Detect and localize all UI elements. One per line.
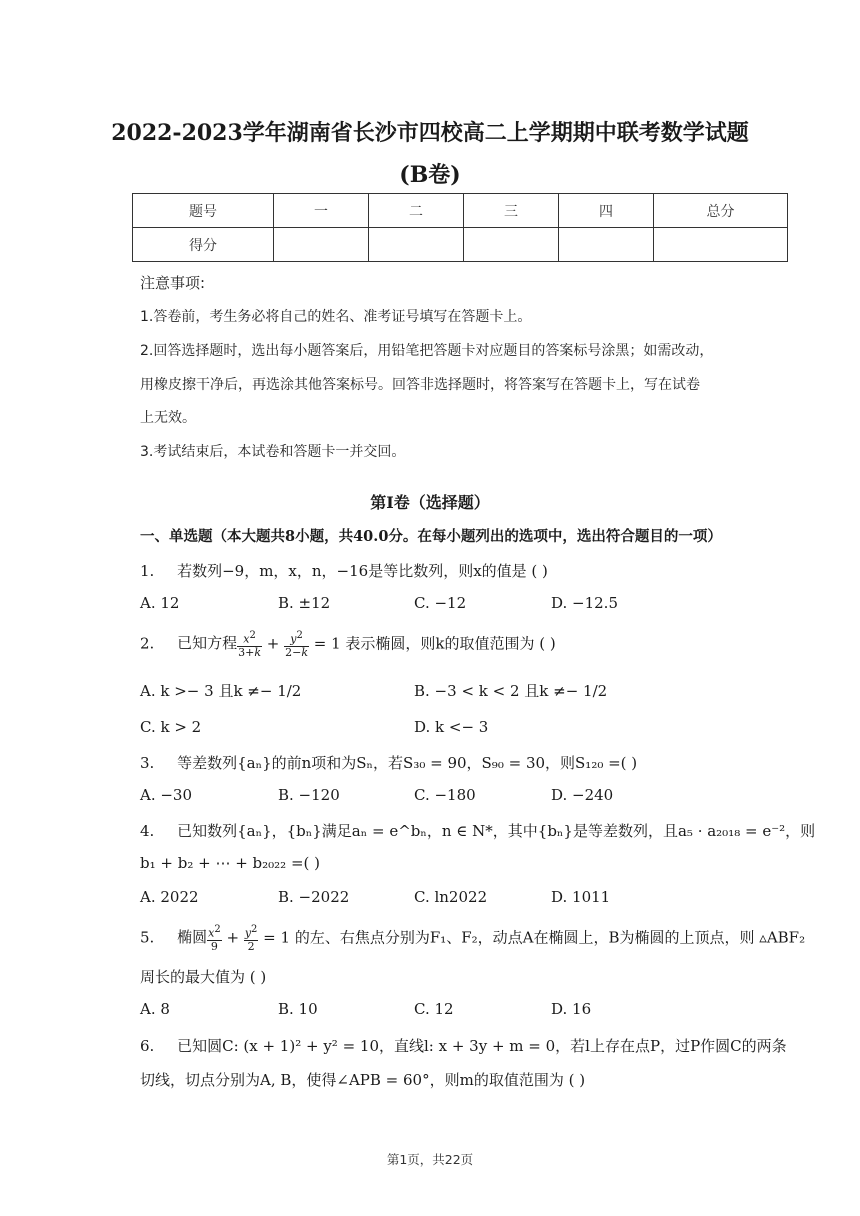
option-d: D. −12.5	[551, 594, 618, 612]
question-1	[140, 560, 548, 581]
score-table-header-row	[133, 194, 788, 228]
score-table-score-row	[133, 228, 788, 262]
section-heading: 一、单选题（本大题共8小题，共40.0分。在每小题列出的选项中，选出符合题目的一项）	[140, 528, 722, 545]
score-entry-cell	[559, 228, 654, 262]
option-c: C. ln2022	[414, 888, 488, 906]
question-number: 2.	[140, 634, 155, 653]
question-number: 4.	[140, 822, 155, 840]
exam-subtitle: (B卷)	[399, 162, 461, 188]
question-text: 椭圆	[177, 928, 208, 947]
question-3	[140, 752, 637, 773]
question-number: 3.	[140, 754, 155, 772]
fraction: $\frac{x^2}{3+k}$	[238, 630, 261, 659]
score-table-cell: 四	[559, 194, 654, 228]
note-item: 1.答卷前，考生务必将自己的姓名、准考证号填写在答题卡上。	[140, 309, 532, 325]
note-item: 3.考试结束后，本试卷和答题卡一并交回。	[140, 444, 406, 460]
note-item: 上无效。	[140, 410, 196, 426]
exam-title: 2022-2023学年湖南省长沙市四校高二上学期期中联考数学试题	[111, 120, 749, 146]
question-text: 已知数列{aₙ}，{bₙ}满足aₙ = e^bₙ，n ∈ N*，其中{bₙ}是等差数列，且a₅ · a₂₀₁₈ = e⁻²，则	[177, 822, 816, 840]
score-entry-cell	[464, 228, 559, 262]
option-a: A. −30	[140, 786, 193, 804]
option-b: B. −3 < k < 2 且k ≠− 1/2	[414, 682, 608, 700]
option-c: C. −180	[414, 786, 476, 804]
option-d: D. 16	[551, 1000, 592, 1018]
question-text: 已知圆C: (x + 1)² + y² = 10，直线l: x + 3y + m = 0，若l上存在点P，过P作圆C的两条	[177, 1037, 787, 1055]
question-text-continued: b₁ + b₂ + ⋯ + b₂₀₂₂ =( )	[140, 854, 321, 872]
note-item: 用橡皮擦干净后，再选涂其他答案标号。回答非选择题时，将答案写在答题卡上，写在试卷	[140, 377, 700, 393]
option-c: C. 12	[414, 1000, 454, 1018]
fraction: $\frac{y^2}{2-k}$	[285, 630, 308, 659]
question-text: = 1 表示椭圆，则k的取值范围为 ( )	[309, 634, 556, 653]
option-a: A. 8	[140, 1000, 170, 1018]
option-a: A. 12	[140, 594, 180, 612]
question-text-continued: 周长的最大值为 ( )	[140, 968, 267, 986]
question-text: = 1 的左、右焦点分别为F₁、F₂，动点A在椭圆上，B为椭圆的上顶点，则 ▵ABF₂	[258, 928, 806, 947]
score-table-cell: 二	[369, 194, 464, 228]
question-text: 等差数列{aₙ}的前n项和为Sₙ，若S₃₀ = 90，S₉₀ = 30，则S₁₂₀ =( )	[177, 754, 638, 772]
option-c: C. −12	[414, 594, 467, 612]
question-text: 已知方程	[177, 634, 238, 653]
note-item: 2.回答选择题时，选出每小题答案后，用铅笔把答题卡对应题目的答案标号涂黑；如需改动，	[140, 343, 714, 359]
option-b: B. 10	[278, 1000, 318, 1018]
question-5: 5. 椭圆 $\frac{x^2}{9}$ + $\frac{y^2}{2}$ = 1 的左、右焦点分别为F₁、F₂，动点A在椭圆上，B为椭圆的上顶点，则 ▵ABF₂	[140, 924, 806, 953]
score-table-cell: 总分	[654, 194, 788, 228]
score-table-cell: 题号	[133, 194, 274, 228]
option-c: C. k > 2	[140, 718, 202, 736]
score-table	[132, 193, 788, 262]
score-table-cell: 一	[274, 194, 369, 228]
page-footer: 第1页，共22页	[386, 1152, 474, 1167]
option-d: D. k <− 3	[414, 718, 489, 736]
question-text: 若数列−9，m，x，n，−16是等比数列，则x的值是 ( )	[177, 562, 548, 580]
section-title: 第Ⅰ卷（选择题）	[370, 493, 490, 512]
score-table-cell: 三	[464, 194, 559, 228]
option-d: D. −240	[551, 786, 614, 804]
question-2: 2. 已知方程 $\frac{x^2}{3+k}$ + $\frac{y^2}{2-k}$ = 1 表示椭圆，则k的取值范围为 ( )	[140, 630, 556, 659]
score-entry-cell	[654, 228, 788, 262]
score-entry-cell	[274, 228, 369, 262]
question-text-continued: 切线，切点分别为A, B，使得∠APB = 60°，则m的取值范围为 ( )	[140, 1071, 586, 1089]
score-table-cell: 得分	[133, 228, 274, 262]
option-a: A. k >− 3 且k ≠− 1/2	[140, 682, 302, 700]
question-number: 6.	[140, 1037, 155, 1055]
fraction: $\frac{y^2}{2}$	[244, 924, 258, 953]
question-number: 5.	[140, 928, 155, 947]
notes-heading: 注意事项:	[140, 274, 206, 292]
question-number: 1.	[140, 562, 155, 580]
question-6	[140, 1035, 787, 1056]
score-entry-cell	[369, 228, 464, 262]
option-d: D. 1011	[551, 888, 611, 906]
option-b: B. −120	[278, 786, 340, 804]
option-b: B. ±12	[278, 594, 331, 612]
question-4	[140, 820, 815, 841]
option-b: B. −2022	[278, 888, 350, 906]
option-a: A. 2022	[140, 888, 199, 906]
fraction: $\frac{x^2}{9}$	[208, 924, 221, 953]
